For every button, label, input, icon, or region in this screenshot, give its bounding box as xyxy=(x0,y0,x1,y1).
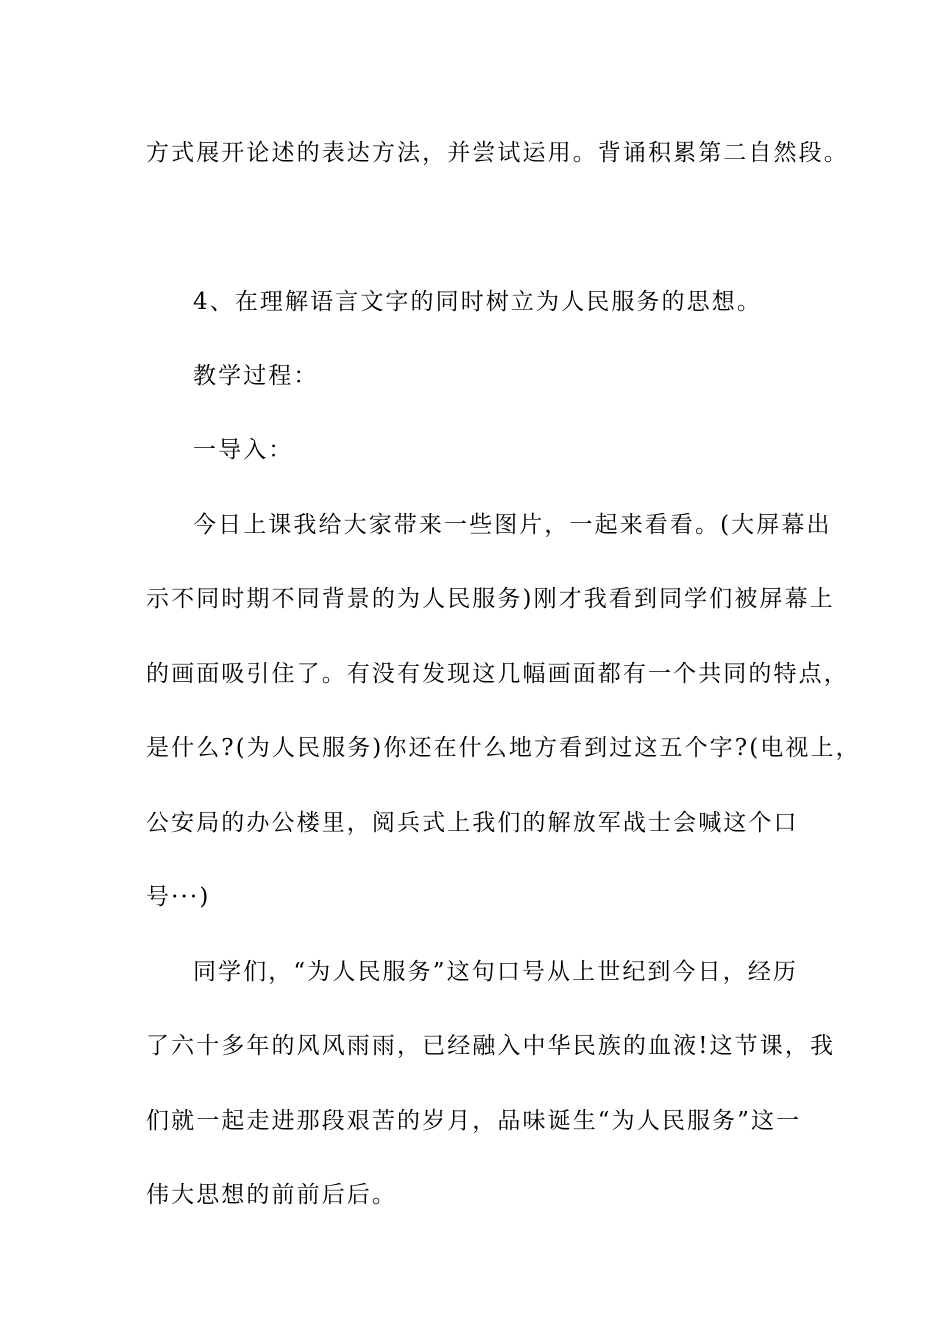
text-line: 同学们，“为人民服务”这句口号从上世纪到今日，经历 xyxy=(193,959,799,985)
text-line: 一导入： xyxy=(193,437,294,463)
text-line: 4、在理解语言文字的同时树立为人民服务的思想。 xyxy=(193,289,762,315)
text-line: 的画面吸引住了。有没有发现这几幅画面都有一个共同的特点， xyxy=(146,661,849,687)
text-line: 号···) xyxy=(146,884,211,910)
text-line: 了六十多年的风风雨雨，已经融入中华民族的血液!这节课，我 xyxy=(146,1033,836,1059)
text-line: 们就一起走进那段艰苦的岁月，品味诞生“为人民服务”这一 xyxy=(146,1108,802,1134)
text-line: 今日上课我给大家带来一些图片，一起来看看。(大屏幕出 xyxy=(193,512,832,538)
text-line: 方式展开论述的表达方法，并尝试运用。背诵积累第二自然段。 xyxy=(146,140,849,166)
text-line: 公安局的办公楼里，阅兵式上我们的解放军战士会喊这个口 xyxy=(146,810,799,836)
text-line: 示不同时期不同背景的为人民服务)刚才我看到同学们被屏幕上 xyxy=(146,586,835,612)
text-line: 是什么?(为人民服务)你还在什么地方看到过这五个字?(电视上， xyxy=(146,735,861,761)
text-line: 伟大思想的前前后后。 xyxy=(146,1182,397,1208)
text-line: 教学过程： xyxy=(193,363,319,389)
